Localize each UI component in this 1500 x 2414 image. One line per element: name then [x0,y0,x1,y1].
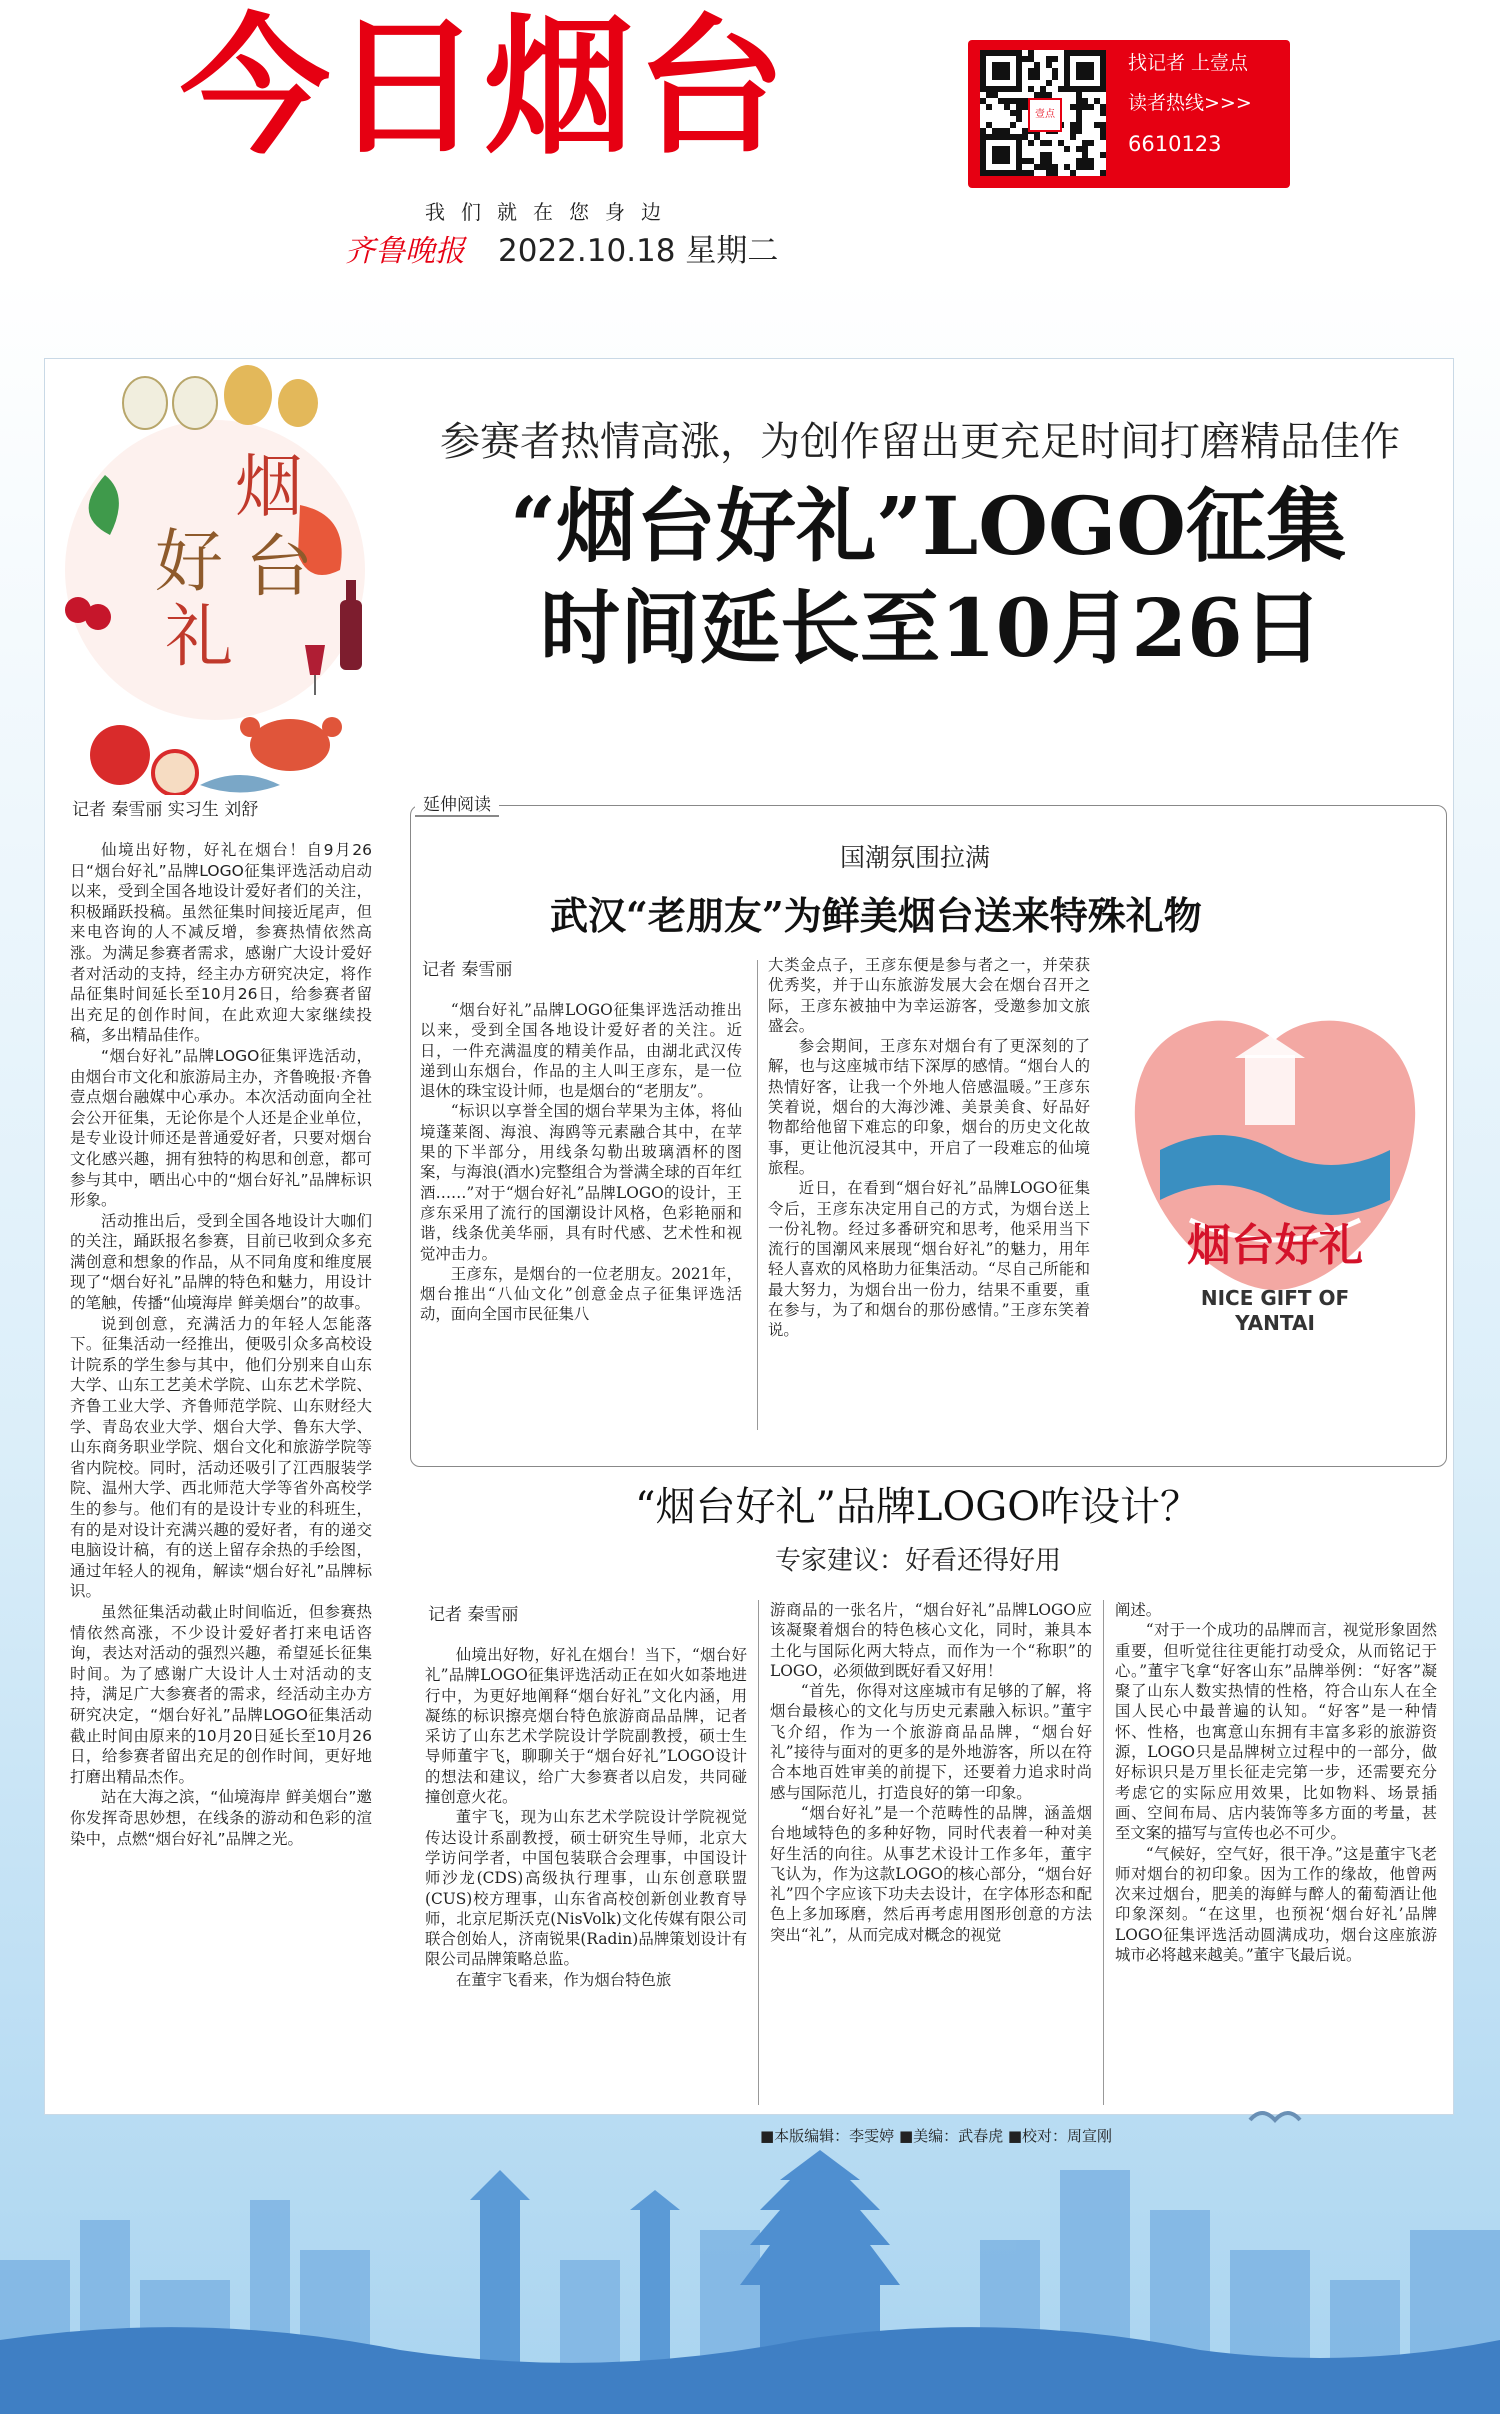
sidebar-column-2 [768,955,1090,1445]
city-skyline [0,2110,1500,2414]
logo-chinese-title: 烟台好礼 [1187,1220,1363,1271]
sidebar-title: 武汉“老朋友”为鲜美烟台送来特殊礼物 [550,893,1202,938]
lead-paragraph: “烟台好礼”品牌LOGO征集评选活动，由烟台市文化和旅游局主办，齐鲁晚报·齐鲁壹点烟台融媒中心承办。本次活动面向全社会公开征集，无论你是个人还是企业单位，是专业设计师还是普通爱好者，只要对烟台文化感兴趣，拥有独特的构思和创意，都可参与其中，晒出心中的“烟台好礼”品牌标识形象。 [70,1046,372,1210]
article2-paragraph: “烟台好礼”是一个范畴性的品牌，涵盖烟台地域特色的多种好物，同时代表着一种对美好生活的向往。从事艺术设计工作多年，董宇飞认为，作为这款LOGO的核心部分，“烟台好礼”四个字应该下功夫去设计，在字体形态和配色上多加琢磨，然后再考虑用图形创意的方法突出“礼”，从而完成对概念的视觉 [770,1803,1092,1944]
qr-module [1088,104,1094,110]
qr-module [1100,110,1106,116]
article2-paragraph: 董宇飞，现为山东艺术学院设计学院视觉传达设计系副教授，硕士研究生导师，北京大学访问学者，中国包装联合会理事，中国设计师沙龙(CDS)高级执行理事，山东创意联盟(CUS)校方理事，山东省高校创新创业教育导师，北京尼斯沃克(NisVolk)文化传媒有限公司联合创始人，济南锐果(Radin)品牌策划设计有限公司品牌策略总监。 [425,1808,747,1969]
deco-char-2: 台 [245,528,314,607]
column-divider [1103,1600,1104,2105]
pear-icon [123,365,318,429]
qr-code-icon[interactable] [980,50,1106,176]
sidebar-byline: 记者 秦雪丽 [422,960,513,980]
sidebar-paragraph: “烟台好礼”品牌LOGO征集评选活动推出以来，受到全国各地设计爱好者的关注。近日，一件充满温度的精美作品，由湖北武汉传递到山东烟台，作品的主人叫王彦东，是一位退休的珠宝设计师，也是烟台的“老朋友”。 [420,1001,742,1101]
logo-english-line-2: YANTAI [1235,1311,1315,1335]
article2-column-1 [425,1645,747,2115]
editor-credits: ■本版编辑：李雯婷 ■美编：武春虎 ■校对：周宣刚 [760,2127,1113,2145]
qr-module [1100,152,1106,158]
apple-icon [90,725,197,795]
qr-module [1070,170,1076,176]
article2-paragraph: “首先，你得对这座城市有足够的了解，将烟台最核心的文化与历史元素融入标识。”董宇飞介绍，作为一个旅游商品品牌，“烟台好礼”接待与面对的更多的是外地游客，所以在符合本地百姓审美的前提下，还要着力追求时尚感与国际范儿，打造良好的第一印象。 [770,1682,1092,1802]
lead-paragraph: 虽然征集活动截止时间临近，但参赛热情依然高涨，不少设计爱好者打来电话咨询，表达对活动的强烈兴趣，希望延长征集时间。为了感谢广大设计人士对活动的支持，满足广大参赛者的需求，经活动主办方研究决定，“烟台好礼”品牌LOGO征集活动截止时间由原来的10月20日延长至10月26日，给参赛者留出充足的创作时间，更好地打磨出精品杰作。 [70,1602,372,1786]
qr-module [1034,74,1040,80]
qr-module [1088,140,1094,146]
article2-paragraph: 阐述。 [1115,1601,1162,1619]
qr-module [1052,74,1058,80]
qr-module [1028,140,1034,146]
masthead-slogan: 我们就在您身边 [425,200,677,224]
sidebar-paragraph: 参会期间，王彦东对烟台有了更深刻的了解，也与这座城市结下深厚的感情。“烟台人的热情好客，让我一个外地人倍感温暖。”王彦东笑着说，烟台的大海沙滩、美景美食、好品好物都给他留下难忘的印象，烟台的历史文化故事，更让他沉浸其中，开启了一段难忘的仙境旅程。 [768,1037,1090,1177]
qr-module [1100,86,1106,92]
sidebar-kicker: 国潮氛围拉满 [840,843,991,872]
sidebar-paragraph: 大类金点子，王彦东便是参与者之一，并荣获优秀奖，并于山东旅游发展大会在烟台召开之际，王彦东被抽中为幸运游客，受邀参加文旅盛会。 [768,956,1090,1035]
article2-column-2 [770,1600,1092,2110]
masthead-title: 今日烟台 [180,1,789,175]
qr-module [1016,116,1022,122]
deco-char-1: 烟 [235,448,304,527]
sidebar-paragraph: “标识以享誉全国的烟台苹果为主体，将仙境蓬莱阁、海浪、海鸥等元素融合其中，在苹果的下半部分，用线条勾勒出玻璃酒杯的图案，与海浪(酒水)完整组合为誉满全球的百年红酒……”对于“烟台好礼”品牌LOGO的设计，王彦东采用了流行的国潮设计风格，色彩艳丽和谐，线条优美华丽，具有时代感、艺术性和视觉冲击力。 [420,1102,742,1263]
article2-paragraph: 在董宇飞看来，作为烟台特色旅 [455,1970,672,1989]
article2-subtitle: 专家建议：好看还得好用 [775,1546,1062,1576]
lead-subhead: 参赛者热情高涨，为创作留出更充足时间打磨精品佳作 [440,419,1400,465]
qr-module [1088,74,1094,80]
sidebar-paragraph: 王彦东，是烟台的一位老朋友。2021年，烟台推出“八仙文化”创意金点子征集评选活动，面向全国市民征集八 [420,1264,742,1324]
headline-line-2: 时间延长至10月26日 [540,581,1323,675]
lead-paragraph: 说到创意，充满活力的年轻人怎能落下。征集活动一经推出，便吸引众多高校设计院系的学生参与其中，他们分别来自山东大学、山东工艺美术学院、山东艺术学院、齐鲁工业大学、齐鲁师范学院、山东财经大学、青岛农业大学、烟台大学、鲁东大学、山东商务职业学院、烟台文化和旅游学院等省内院校。同时，活动还吸引了江西服装学院、温州大学、西北师范大学等省外高校学生的参与。他们有的是设计专业的科班生，有的是对设计充满兴趣的爱好者，有的递交电脑设计稿，有的送上留存余热的手绘图，通过年轻人的视角，解读“烟台好礼”品牌标识。 [70,1314,372,1601]
contact-line-1: 找记者 上壹点 [1128,52,1249,74]
qr-module [1010,122,1016,128]
article2-paragraph: 仙境出好物，好礼在烟台！当下，“烟台好礼”品牌LOGO征集评选活动正在如火如荼地进行中，为更好地阐释“烟台好礼”文化内涵，用凝练的标识擦亮烟台特色旅游商品品牌，记者采访了山东艺术学院设计学院副教授，硕士生导师董宇飞，聊聊关于“烟台好礼”LOGO设计的想法和建议，给广大参赛者以启发，共同碰撞创意火花。 [425,1646,747,1807]
deco-char-4: 礼 [165,598,234,677]
qr-module [1016,86,1022,92]
contact-box [968,40,1290,188]
qr-module [1070,134,1076,140]
qr-module [1046,140,1052,146]
qr-module [1100,134,1106,140]
qr-module [1088,164,1094,170]
article2-paragraph: 游商品的一张名片，“烟台好礼”品牌LOGO应该凝聚着烟台的特色核心文化，同时，兼具本土化与国际化两大特点，而作为一个“称职”的LOGO，必须做到既好看又好用！ [770,1601,1092,1680]
lead-article-body [70,840,372,2130]
column-divider [757,960,758,1430]
seagull-icon [1250,2110,1380,2120]
sidebar-paragraph: 近日，在看到“烟台好礼”品牌LOGO征集令后，王彦东决定用自己的方式，为烟台送上一份礼物。经过多番研究和思考，他采用当下流行的国潮风来展现“烟台好礼”的魅力，用年轻人喜欢的风格助力征集活动。“尽自己所能和最大努力，为烟台出一份力，结果不重要，重在参与，为了和烟台的那份感情。”王彦东笑着说。 [768,1179,1090,1340]
qr-module [1004,158,1010,164]
qr-module [1100,170,1106,176]
qr-module [1046,80,1052,86]
qr-module [1052,56,1058,62]
qr-module [986,104,992,110]
pavilion-icon [1245,1055,1295,1125]
extended-reading-tag: 延伸阅读 [415,790,499,817]
crab-icon [240,717,342,771]
article2-byline: 记者 秦雪丽 [428,1605,519,1625]
qr-module [1076,128,1082,134]
column-divider [758,1600,759,2105]
article2-paragraph: “气候好，空气好，很干净。”这是董宇飞老师对烟台的初印象。因为工作的缘故，他曾两次来过烟台，肥美的海鲜与醉人的葡萄酒让他印象深刻。“在这里，也预祝‘烟台好礼’品牌LOGO征集评选活动圆满成功，烟台这座旅游城市必将越来越美。”董宇飞最后说。 [1115,1844,1437,1965]
lead-byline: 记者 秦雪丽 实习生 刘舒 [72,800,259,820]
lead-paragraph: 仙境出好物，好礼在烟台！自9月26日“烟台好礼”品牌LOGO征集评选活动启动以来，受到全国各地设计爱好者们的关注，积极踊跃投稿。虽然征集时间接近尾声，但来电咨询的人不减反增，参赛热情依然高涨。为满足参赛者需求，感谢广大设计爱好者对活动的支持，经主办方研究决定，将作品征集时间延长至10月26日，给参赛者留出充足的创作时间，在此欢迎大家继续投稿，多出精品佳作。 [70,841,372,1045]
article2-column-3 [1115,1600,1437,2110]
fish-icon [200,775,280,793]
nice-gift-logo [1130,1000,1420,1355]
hotline-number: 6610123 [1128,132,1222,156]
qr-module [1004,74,1010,80]
sidebar-column-1 [420,1000,742,1440]
gift-illustration [50,355,390,795]
qr-module [1052,170,1058,176]
article2-paragraph: “对于一个成功的品牌而言，视觉形象固然重要，但听觉往往更能打动受众，从而铭记于心。”董宇飞拿“好客山东”品牌举例：“好客”凝聚了山东人数实热情的性格，符合山东人在全国人民心中最普遍的认知。“好客”是一种情怀、性格，也寓意山东拥有丰富多彩的旅游资源，LOGO只是品牌树立过程中的一部分，做好标识只是万里长征走完第一步，还需要充分考虑它的实际应用效果，比如物料、场景插画、空间布局、店内装饰等多方面的考量，甚至文案的描写与宣传也必不可少。 [1115,1621,1437,1843]
article2-title: “烟台好礼”品牌LOGO咋设计？ [635,1484,1200,1530]
contact-line-2: 读者热线>>> [1128,92,1252,114]
lead-headline [510,475,1410,679]
issue-date: 2022.10.18 星期二 [498,233,779,269]
lead-paragraph: 活动推出后，受到全国各地设计大咖们的关注，踊跃报名参赛，目前已收到众多充满创意和想象的作品，从不同角度和维度展现了“烟台好礼”品牌的特色和魅力，用设计的笔触，传播“仙境海岸 鲜美烟台”的故事。 [70,1211,372,1313]
qr-module [1028,170,1034,176]
headline-line-1: “烟台好礼”LOGO征集 [510,479,1346,573]
qr-logo: 壹点 [1028,98,1062,132]
paper-name: 齐鲁晚报 [345,234,465,269]
lead-paragraph: 站在大海之滨，“仙境海岸 鲜美烟台”邀你发挥奇思妙想，在线条的游动和色彩的渲染中，点燃“烟台好礼”品牌之光。 [70,1788,372,1848]
logo-english-line-1: NICE GIFT OF [1200,1286,1350,1310]
deco-char-3: 好 [155,523,224,602]
qr-module [1064,146,1070,152]
